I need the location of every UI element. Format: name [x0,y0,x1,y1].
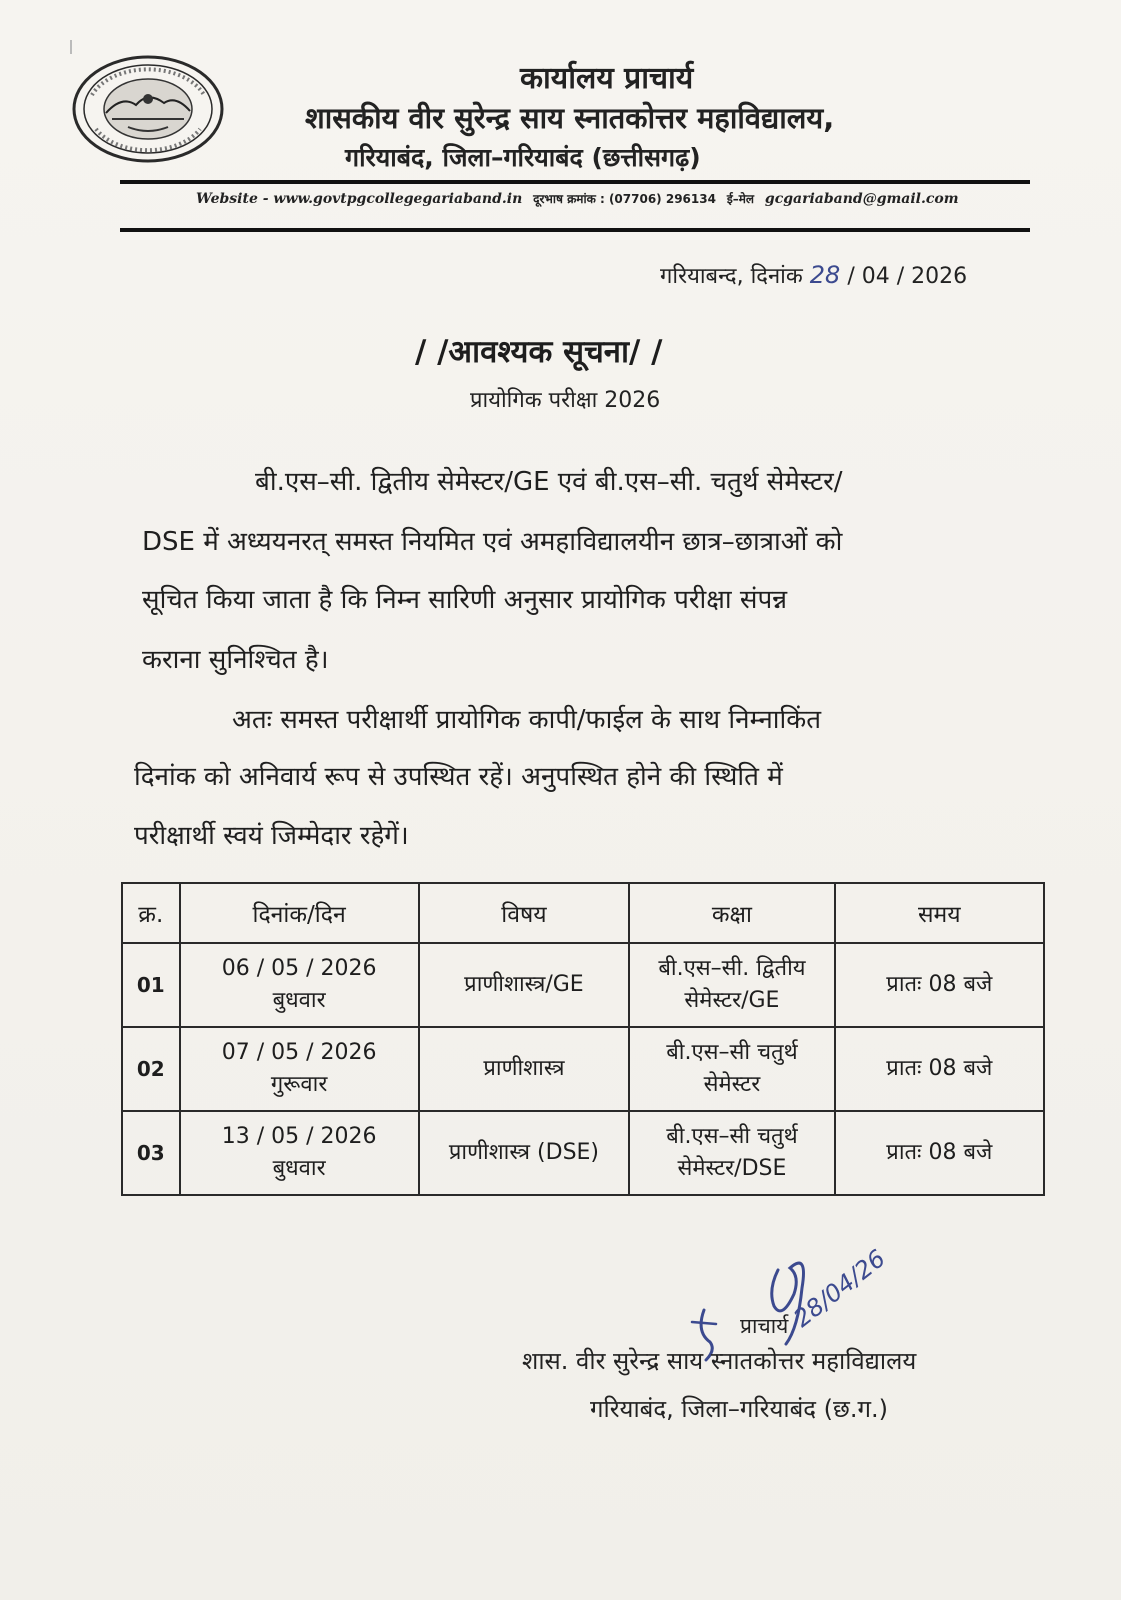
date-rest: / 04 / 2026 [847,264,968,289]
row-day: बुधवार [272,988,326,1013]
table-row [122,943,1044,1027]
header-rule-bottom [120,228,1030,232]
phone-text: दूरभाष क्रमांक : (07706) 296134 [533,192,716,206]
website-text: Website - www.govtpgcollegegariaband.in [196,191,523,207]
signature-date: 28/04/26 [788,1244,891,1333]
contact-line [196,190,965,207]
paragraph-1-line-3: सूचित किया जाता है कि निम्न सारिणी अनुसार प्रायोगिक परीक्षा संपन्न [142,585,788,615]
row-subject: प्राणीशास्त्र [419,1027,630,1111]
row-day: गुरूवार [270,1072,328,1097]
row-class-cell [629,1027,834,1111]
row-date-cell [180,1027,419,1111]
row-subject: प्राणीशास्त्र/GE [419,943,630,1027]
header-sr: क्र. [122,883,180,943]
exam-schedule-table [121,882,1045,1196]
date-line [660,260,967,290]
paper-mark [70,40,72,54]
email-text: gcgariaband@gmail.com [764,191,959,207]
row-date: 13 / 05 / 2026 [221,1124,377,1150]
paragraph-1-line-1: बी.एस–सी. द्वितीय सेमेस्टर/GE एवं बी.एस–सी. चतुर्थ सेमेस्टर/ [255,467,843,497]
college-seal-logo [72,55,224,163]
principal-label: प्राचार्य [740,1314,789,1338]
row-class-line-2: सेमेस्टर/DSE [677,1156,787,1181]
row-class-line-1: बी.एस–सी चतुर्थ [666,1124,798,1150]
row-class-line-1: बी.एस–सी चतुर्थ [666,1040,798,1066]
date-day-handwritten: 28 [809,261,841,289]
table-header-row [122,883,1044,943]
row-class-line-1: बी.एस–सी. द्वितीय [658,956,806,982]
office-heading: कार्यालय प्राचार्य [520,61,694,96]
row-class-line-2: सेमेस्टर [703,1072,761,1097]
row-time: प्रातः 08 बजे [835,1111,1044,1195]
notice-subtitle: प्रायोगिक परीक्षा 2026 [470,388,661,413]
paragraph-2-line-1: अतः समस्त परीक्षार्थी प्रायोगिक कापी/फाईल के साथ निम्नाकिंत [232,705,822,735]
header-class: कक्षा [629,883,834,943]
email-label: ई–मेल [726,192,755,206]
notice-title: / /आवश्यक सूचना/ / [415,334,663,370]
row-class-cell [629,1111,834,1195]
signature-college: शास. वीर सुरेन्द्र साय स्नातकोत्तर महाविद्यालय [522,1347,917,1375]
row-class-cell [629,943,834,1027]
header-date: दिनांक/दिन [180,883,419,943]
row-sr: 02 [122,1027,180,1111]
table-row [122,1111,1044,1195]
row-day: बुधवार [272,1156,326,1181]
paragraph-1-line-4: कराना सुनिश्चित है। [142,645,329,675]
table-row [122,1027,1044,1111]
header-rule-top [120,180,1030,184]
row-class-line-2: सेमेस्टर/GE [684,988,780,1013]
row-date: 07 / 05 / 2026 [221,1040,377,1066]
row-date-cell [180,1111,419,1195]
paragraph-2-line-2: दिनांक को अनिवार्य रूप से उपस्थित रहें। अनुपस्थित होने की स्थिति में [134,762,783,792]
college-name: शासकीय वीर सुरेन्द्र साय स्नातकोत्तर महाविद्यालय, [305,101,835,135]
row-sr: 03 [122,1111,180,1195]
row-time: प्रातः 08 बजे [835,943,1044,1027]
header-time: समय [835,883,1044,943]
header-subject: विषय [419,883,630,943]
paragraph-2-line-3: परीक्षार्थी स्वयं जिम्मेदार रहेगें। [134,821,409,851]
row-date: 06 / 05 / 2026 [221,956,377,982]
paragraph-1-line-2: DSE में अध्ययनरत् समस्त नियमित एवं अमहाविद्यालयीन छात्र–छात्राओं को [142,527,843,557]
row-time: प्रातः 08 बजे [835,1027,1044,1111]
handwritten-signature [690,1232,920,1362]
row-date-cell [180,943,419,1027]
row-subject: प्राणीशास्त्र (DSE) [419,1111,630,1195]
row-sr: 01 [122,943,180,1027]
college-location: गरियाबंद, जिला–गरियाबंद (छत्तीसगढ़) [345,143,701,172]
date-prefix: गरियाबन्द, दिनांक [660,264,803,289]
signature-place: गरियाबंद, जिला–गरियाबंद (छ.ग.) [590,1395,888,1423]
